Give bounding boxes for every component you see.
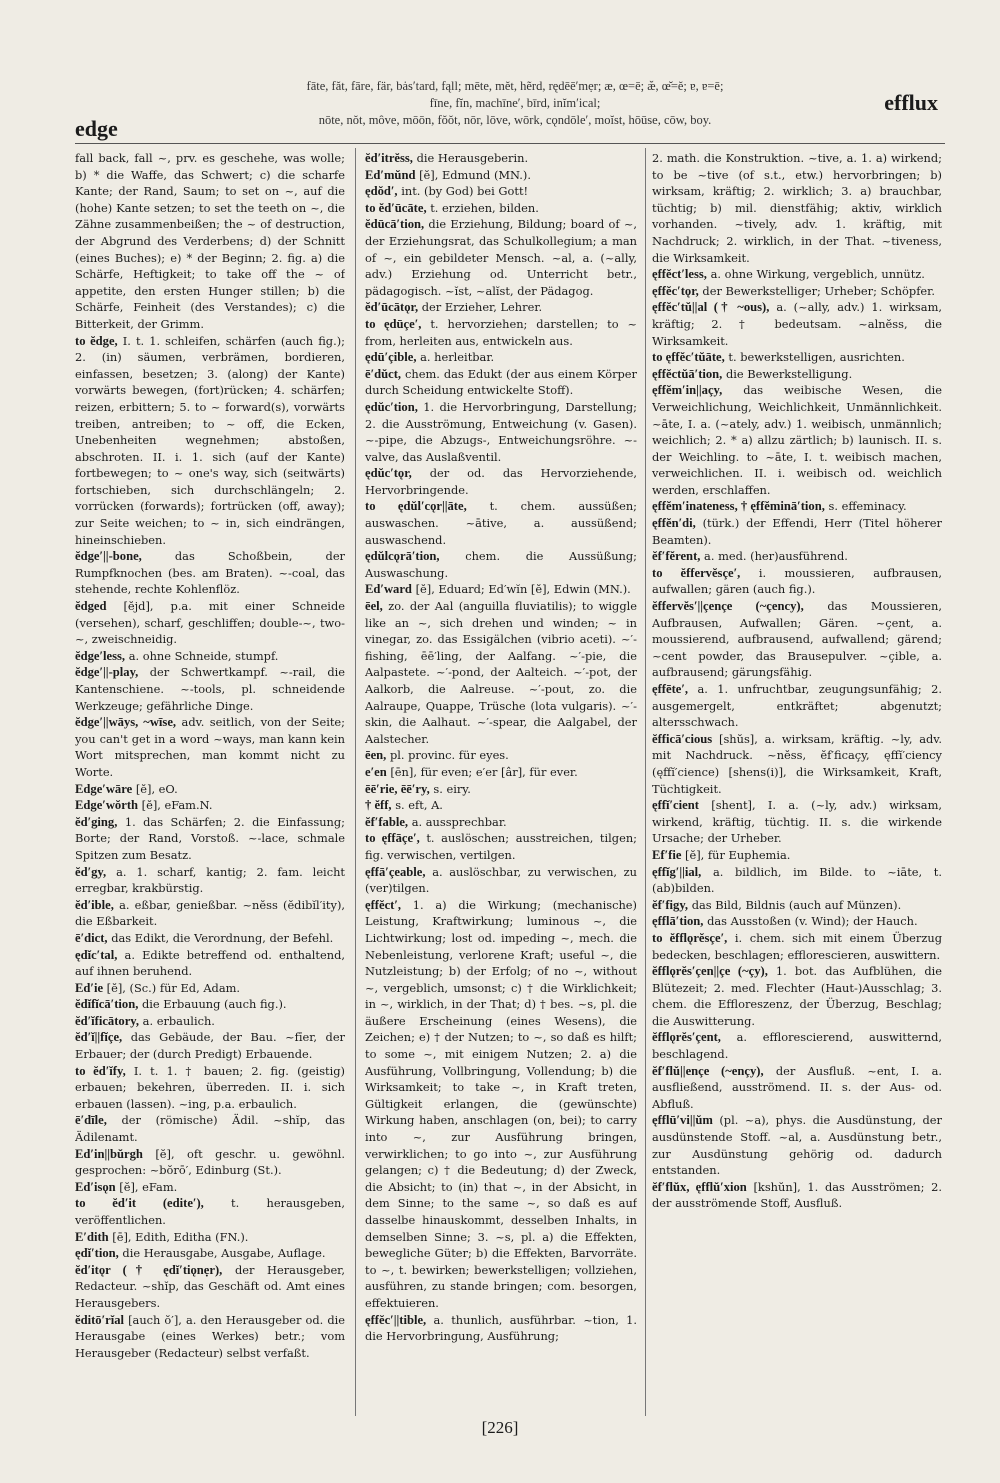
entry-headword: ĕdge′less,	[75, 648, 126, 663]
entry-headword: Edge′wāre	[75, 781, 133, 796]
entry-headword: ēē′rie, ēē′ry,	[365, 781, 430, 796]
entry-definition: [ĕjd], p.a. mit einer Schneide (versehen), scharf, geschliffen; double-~, two-~, zweischneidig.	[75, 599, 345, 647]
entry-definition: die Bewerkstelligung.	[725, 366, 853, 381]
entry-definition: [shent], I. a. (~ly, adv.) wirksam, wirkend, kräftig, tüchtig. II. s. die wirkende Ursache; der Urheber.	[652, 798, 942, 846]
entry-definition: i. moussieren, aufbrausen, aufwallen; gären (auch fig.).	[652, 565, 942, 597]
dictionary-entry	[652, 797, 942, 847]
entry-headword: Ef′fie	[652, 847, 682, 862]
dictionary-entry	[75, 996, 345, 1013]
column-divider	[645, 148, 646, 1416]
entry-definition: a. (~ally, adv.) 1. wirksam, kräftig; 2. † bedeutsam. ~alnĕss, die Wirksamkeit.	[652, 300, 942, 348]
entry-headword: to ędŭl′cǫr||āte,	[365, 499, 467, 514]
entry-definition: das Bild, Bildnis (auch auf Münzen).	[691, 897, 902, 912]
entry-headword: ĕd′gy,	[75, 864, 107, 879]
dictionary-entry	[365, 216, 637, 299]
entry-definition: der Ausfluß. ~ent, I. a. ausfließend, ausströmend. II. s. der Aus- od. Abfluß.	[652, 1063, 942, 1111]
header-rule	[75, 143, 945, 144]
entry-definition: die Herausgeberin.	[416, 151, 529, 165]
entry-definition: (pl. ~a), phys. die Ausdünstung, der ausdünstende Stoff. ~al, a. Ausdünstung betr., zur Ausdünstung gehörig od. dadurch entstanden.	[652, 1113, 942, 1178]
entry-headword: e′en	[365, 764, 387, 779]
entry-definition: der Herausgeber, Redacteur. ~shĭp, das Geschäft od. Amt eines Herausgebers.	[75, 1262, 345, 1310]
dictionary-entry	[75, 980, 345, 997]
dictionary-entry	[75, 664, 345, 714]
entry-definition: [ĕ], eO.	[135, 781, 178, 796]
dictionary-entry	[652, 913, 942, 930]
entry-definition: a. 1. unfruchtbar, zeugungsunfähig; 2. ausgemergelt, entkräftet; abgenutzt; altersschwach.	[652, 682, 942, 730]
entry-definition: t. bewerkstelligen, ausrichten.	[728, 350, 905, 365]
entry-definition: der Schwertkampf. ~-rail, die Kantenschiene. ~-tools, pl. schneidende Werkzeuge; gefährliche Dinge.	[75, 665, 345, 713]
dictionary-entry	[652, 565, 942, 598]
entry-headword: to ĕffervĕsçe′,	[652, 565, 741, 580]
entry-definition: [auch ŏ′], a. den Herausgeber od. die Herausgabe (eines Werkes) betr.; vom Herausgeber (Redacteur) selbst verfaßt.	[75, 1312, 345, 1360]
entry-definition: 1. a) die Wirkung; (mechanische) Leistung, Kraftwirkung; luminous ~, die Lichtwirkung; lost od. impeding ~, mech. die Nebenleistung, verlorene Kraft; useful ~, die Nutzleistung; b) der Erfolg; of no ~, without ~, vergeblich, umsonst; c) † die Wirklichkeit; in ~, wirklich, in der That; d) † bes. ~s, pl. die äußere Erscheinung (eines Wesens), die Zeichen; e) † der Nutzen; to ~, so daß es hilft; to some ~, mit einigem Nutzen; 2. a) die Ausführung, Vollbringung, Vollendung; b) die Wirksamkeit; to take ~, in Kraft treten, Gültigkeit erlangen, die (gewünschte) Wirkung haben, anschlagen (on, bei); to carry into ~, zur Ausführung bringen, verwirklichen; to go into ~, zur Ausführung gelangen; c) † die Bedeutung; d) der Zweck, die Absicht; to (in) that ~, in der Absicht, in dem Sinne; to the same ~, so daß es auf dasselbe hinauskommt, desselben Inhalts, in demselben Sinne; 3. ~s, pl. a) die Effekten, bewegliche Güter; b) die Effekten, Barvorräte. to ~, t. bewirken; bewerkstelligen; vollziehen, ausführen, zu stande bringen; com. besorgen, effektuieren.	[365, 897, 637, 1310]
pronunciation-key-line: nōte, nŏt, môve, mōōn, fŏŏt, nōr, lōve, wōrk, cǫndōle′, moĭst, hōūse, cōw, boy.	[318, 113, 712, 127]
dictionary-entry	[652, 366, 942, 383]
entry-headword: ęffĕn′di,	[652, 516, 696, 531]
entry-definition: [kshŭn], 1. das Ausströmen; 2. der ausströmende Stoff, Ausfluß.	[652, 1179, 942, 1211]
entry-headword: ęffĕc′||tible,	[365, 1312, 427, 1327]
entry-definition: die Herausgabe, Ausgabe, Auflage.	[122, 1246, 326, 1261]
entry-definition: (türk.) der Effendi, Herr (Titel höherer Beamten).	[652, 516, 942, 547]
entry-definition: int. (by God) bei Gott!	[401, 184, 529, 199]
entry-headword: ĕfflǫrĕs′çen||çe (~çy),	[652, 964, 768, 979]
entry-definition: 1. bot. das Aufblühen, die Blütezeit; 2. med. Flechter (Haut-)Ausschlag; 3. chem. die Effloreszenz, der Überzug, Beschlag; die Auswitterung.	[652, 964, 942, 1028]
dictionary-entry	[652, 598, 942, 681]
entry-headword: ędĭc′tal,	[75, 947, 118, 962]
entry-definition: der Bewerkstelliger; Urheber; Schöpfer.	[702, 283, 935, 298]
column-2	[365, 150, 637, 1410]
dictionary-entry	[75, 548, 345, 598]
dictionary-entry	[365, 316, 637, 349]
dictionary-entry	[75, 1229, 345, 1246]
entry-headword: ęffĕc′tŭ||al († ~ous),	[652, 300, 770, 315]
dictionary-entry	[75, 1063, 345, 1113]
dictionary-entry	[75, 1013, 345, 1030]
entry-definition: a. med. (her)ausführend.	[704, 549, 848, 564]
dictionary-entry	[75, 1262, 345, 1312]
entry-headword: ēen,	[365, 748, 387, 763]
entry-definition: [ĕ], eFam.	[119, 1179, 178, 1194]
dictionary-entry	[75, 897, 345, 930]
entry-definition: 1. das Schärfen; 2. die Einfassung; Borte; der Rand, Vorstoß. ~-lace, schmale Spitzen zum Besatz.	[75, 814, 345, 862]
column-1	[75, 150, 345, 1410]
dictionary-entry	[75, 947, 345, 980]
entry-headword: to ĕd′it (edite′),	[75, 1196, 204, 1211]
dictionary-entry	[365, 548, 637, 581]
dictionary-entry	[365, 399, 637, 465]
dictionary-entry	[75, 1312, 345, 1362]
pronunciation-key-line: fīne, fĭn, machīne′, bīrd, inĭm′ical;	[429, 96, 601, 110]
dictionary-entry	[75, 797, 345, 814]
entry-definition: t. erziehen, bilden.	[430, 200, 539, 215]
entry-headword: Ed′in||bŭrgh	[75, 1146, 143, 1161]
entry-definition: das Moussieren, Aufbrausen, Aufwallen; Gären. ~çent, a. moussierend, aufbrausend, aufwallend; gärend; ~cent powder, das Brausepulver. ~çible, a. aufbrausend; gärungsfähig.	[652, 599, 942, 680]
entry-definition: das Schoßbein, der Rumpfknochen (bes. am Braten). ~-coal, das stehende, rechte Kohlenflöz.	[75, 549, 345, 597]
entry-headword: ē′dŭct,	[365, 366, 402, 381]
entry-definition: chem. das Edukt (der aus einem Körper durch Scheidung entwickelte Stoff).	[365, 366, 637, 398]
dictionary-entry	[365, 1312, 637, 1345]
entry-definition: das weibische Wesen, die Verweichlichung, Weichlichkeit, Unmännlichkeit. ~āte, I. a. (~ately, adv.) 1. weibisch, unmännlich; weichlich; 2. * a) allzu zärtlich; b) launisch. II. s. der Weichling. to ~āte, I. t. weibisch machen, verweichlichen. II. i. weibisch od. weichlich werden, erschlaffen.	[652, 383, 942, 497]
entry-definition: t. auslöschen; ausstreichen, tilgen; fig. verwischen, vertilgen.	[365, 831, 637, 862]
entry-headword: ĕdĭfĭcā′tion,	[75, 997, 139, 1012]
entry-definition: chem. die Aussüßung; Auswaschung.	[365, 549, 637, 580]
entry-headword: ĕfficā′cious	[652, 731, 713, 746]
guide-word-left: edge	[75, 116, 118, 141]
dictionary-entry	[652, 731, 942, 797]
dictionary-entry	[75, 781, 345, 798]
entry-definition: der od. das Hervorziehende, Hervorbringende.	[365, 466, 637, 497]
entry-headword: Edge′wŏrth	[75, 798, 139, 813]
entry-headword: ęffĭg′||ial,	[652, 864, 702, 879]
dictionary-entry	[365, 366, 637, 399]
dictionary-entry	[75, 150, 345, 333]
dictionary-entry	[652, 382, 942, 498]
entry-definition: a. herleitbar.	[420, 350, 495, 365]
dictionary-entry	[365, 864, 637, 897]
entry-definition: der Erzieher, Lehrer.	[421, 300, 543, 315]
entry-definition: 1. die Hervorbringung, Darstellung; 2. die Ausströmung, Entweichung (v. Gasen). ~-pipe, die Abzugs-, Entweichungsröhre. ~-valve, das Auslaßventil.	[365, 399, 637, 464]
entry-headword: ē′dīle,	[75, 1113, 107, 1128]
dictionary-entry	[365, 797, 637, 814]
entry-definition: t. hervorziehen; darstellen; to ~ from, herleiten aus, entwickeln aus.	[365, 316, 637, 348]
entry-headword: ęfflū′vi||ŭm	[652, 1113, 713, 1128]
dictionary-entry	[75, 714, 345, 780]
entry-headword: ĕd′ūcātǫr,	[365, 300, 419, 315]
dictionary-entry	[652, 864, 942, 897]
dictionary-entry	[75, 864, 345, 897]
column-3	[652, 150, 942, 1410]
dictionary-entry	[365, 299, 637, 316]
dictionary-entry	[652, 897, 942, 914]
entry-headword: ęffĕctŭā′tion,	[652, 366, 723, 381]
dictionary-entry	[652, 963, 942, 1029]
dictionary-entry	[652, 515, 942, 548]
dictionary-entry	[652, 498, 942, 515]
entry-definition: a. efflorescierend, auswitternd, beschlagend.	[652, 1030, 942, 1062]
entry-definition: adv. seitlich, von der Seite; you can't get in a word ~ways, man kann kein Wort mitsprechen, man kommt nicht zu Worte.	[75, 715, 345, 779]
dictionary-entry	[652, 1029, 942, 1062]
dictionary-entry	[365, 498, 637, 548]
dictionary-entry	[365, 150, 637, 167]
entry-headword: ędŭc′tion,	[365, 399, 418, 414]
dictionary-entry	[652, 1063, 942, 1113]
entry-headword: E′dith	[75, 1229, 109, 1244]
dictionary-entry	[365, 747, 637, 764]
entry-headword: ĕfflǫrĕs′çent,	[652, 1030, 721, 1045]
entry-headword: ęfflā′tion,	[652, 914, 704, 929]
entry-definition: [ĕ], oft geschr. u. gewöhnl. gesprochen: ~bŏrō′, Edinburg (St.).	[75, 1146, 345, 1178]
entry-headword: † ĕff,	[365, 798, 392, 813]
entry-headword: ęffĕct′less,	[652, 267, 707, 282]
entry-headword: ędŏd′,	[365, 184, 398, 199]
entry-headword: ĕf′figy,	[652, 897, 689, 912]
dictionary-entry	[652, 150, 942, 266]
dictionary-entry	[75, 1112, 345, 1145]
entry-definition: das Gebäude, der Bau. ~fīer, der Erbauer; der (durch Predigt) Erbauende.	[75, 1030, 345, 1062]
entry-definition: i. chem. sich mit einem Überzug bedecken, beschlagen; efflorescieren, auswittern.	[652, 930, 942, 962]
entry-headword: ĕd′itǫr († ędĭ′tiǫnẹr),	[75, 1262, 223, 1277]
dictionary-entry	[652, 266, 942, 283]
entry-headword: to ĕd′ūcāte,	[365, 200, 427, 215]
entry-headword: ĕd′ĭ||fĭçe,	[75, 1030, 123, 1045]
pronunciation-key	[215, 78, 815, 129]
entry-definition: t. herausgeben, veröffentlichen.	[75, 1196, 345, 1227]
dictionary-entry	[75, 598, 345, 648]
entry-headword: Ed′ie	[75, 980, 104, 995]
entry-headword: ĕdge′||wāys, ~wīse,	[75, 715, 177, 730]
entry-headword: to ĕd′ĭfy,	[75, 1063, 126, 1078]
page-number: [226]	[481, 1418, 519, 1437]
dictionary-entry	[75, 1195, 345, 1228]
dictionary-entry	[365, 781, 637, 798]
entry-definition: s. eiry.	[433, 781, 471, 796]
entry-definition: s. effeminacy.	[828, 499, 907, 514]
entry-headword: ēel,	[365, 599, 383, 614]
entry-definition: das Ausstoßen (v. Wind); der Hauch.	[707, 914, 918, 929]
entry-definition: a. aussprechbar.	[411, 814, 507, 829]
entry-headword: ĕf′fable,	[365, 814, 409, 829]
entry-definition: a. ohne Schneide, stumpf.	[128, 648, 279, 663]
entry-headword: ĕffervĕs′||çençe (~çency),	[652, 599, 804, 614]
entry-headword: ĕdge′||-play,	[75, 665, 139, 680]
entry-headword: ĕd′ĭficātory,	[75, 1013, 140, 1028]
dictionary-entry	[652, 847, 942, 864]
entry-definition: a. eßbar, genießbar. ~nĕss (ĕdibĭl′ity), die Eßbarkeit.	[75, 897, 345, 929]
dictionary-entry	[652, 681, 942, 731]
pronunciation-key-line: fāte, făt, fāre, fär, bȧs′tard, fąll; mēte, mĕt, hẽrd, rędēē′mẹr; æ, œ=ē; æ̆, œ̆=ĕ; ɐ, ɐ=ē;	[306, 79, 724, 93]
dictionary-entry	[652, 1112, 942, 1178]
entry-headword: Ed′isǫn	[75, 1179, 116, 1194]
entry-headword: ĕf′flŭ||ençe (~ençy),	[652, 1063, 764, 1078]
entry-headword: ęffĭ′cient	[652, 798, 699, 813]
entry-definition: [ĕ], Eduard; Ed′wĭn [ĕ], Edwin (MN.).	[415, 582, 631, 597]
dictionary-entry	[75, 1029, 345, 1062]
dictionary-entry	[652, 1179, 942, 1212]
dictionary-entry	[365, 581, 637, 598]
entry-definition: 2. math. die Konstruktion. ~tive, a. 1. a) wirkend; to be ~tive (of s.t., etw.) hervorbringen; b) wirksam, kräftig; 2. wirklich; 3. a) brauchbar, tüchtig; b) mil. dienstfähig; aktiv, wirklich vorhanden. ~tively, adv. 1. kräftig, mit Nachdruck; 2. wirklich, in der That. ~tiveness, die Wirksamkeit.	[652, 151, 942, 265]
dictionary-entry	[365, 167, 637, 184]
dictionary-entry	[365, 814, 637, 831]
entry-definition: pl. provinc. für eyes.	[389, 748, 509, 763]
entry-headword: ĕdūcā′tion,	[365, 217, 425, 232]
dictionary-entry	[75, 648, 345, 665]
dictionary-entry	[652, 283, 942, 300]
entry-definition: [ĕ], eFam.N.	[141, 798, 213, 813]
dictionary-entry	[365, 465, 637, 498]
entry-definition: a. thunlich, ausführbar. ~tion, 1. die Hervorbringung, Ausführung;	[365, 1312, 637, 1344]
entry-definition: [ē], Edith, Editha (FN.).	[112, 1229, 249, 1244]
dictionary-entry	[652, 930, 942, 963]
entry-headword: to ęffāçe′,	[365, 831, 420, 846]
entry-headword: to ĕdge,	[75, 333, 118, 348]
entry-definition: I. t. 1. † bauen; 2. fig. (geistig) erbauen; bekehren, überreden. II. i. sich erbauen (lassen). ~ing, p.a. erbaulich.	[75, 1063, 345, 1111]
entry-headword: ędū′çible,	[365, 350, 417, 365]
entry-definition: die Erbauung (auch fig.).	[141, 997, 287, 1012]
entry-definition: a. Edikte betreffend od. enthaltend, auf ihnen beruhend.	[75, 947, 345, 979]
entry-headword: ĕd′ging,	[75, 814, 118, 829]
entry-definition: fall back, fall ~, prv. es geschehe, was wolle; b) * die Waffe, das Schwert; c) die scharfe Kante; der Rand, Saum; to set on ~, auf die (hohe) Kante setzen; to set the teeth on ~, die Zähne zusammenbeißen; the ~ of destruction, der Abgrund des Verderbens; d) der Schnitt (eines Buches); e) * der Beginn; 2. fig. a) die Schärfe, Heftigkeit; to take off the ~ of appetite, den ersten Hunger stillen; b) die Schärfe, Feinheit (des Verstandes); c) die Bitterkeit, der Grimm.	[75, 151, 345, 331]
entry-headword: ĕf′fĕrent,	[652, 549, 701, 564]
entry-definition: a. erbaulich.	[142, 1013, 215, 1028]
entry-headword: ęffĕm′inateness, † ęffĕminā′tion,	[652, 499, 825, 514]
dictionary-entry	[75, 333, 345, 549]
entry-headword: ĕd′itrĕss,	[365, 151, 413, 165]
entry-headword: ędŭlcǫrā′tion,	[365, 549, 440, 564]
dictionary-entry	[365, 830, 637, 863]
entry-headword: ęffĕm′in||açy,	[652, 383, 723, 398]
entry-headword: to ęffĕc′tŭāte,	[652, 350, 725, 365]
dictionary-entry	[75, 1245, 345, 1262]
entry-definition: der (römische) Ädil. ~shĭp, das Ädilenamt.	[75, 1113, 345, 1145]
dictionary-entry	[75, 1146, 345, 1179]
entry-headword: to ĕfflǫrĕsçe′,	[652, 930, 728, 945]
dictionary-entry	[365, 598, 637, 747]
entry-headword: ĕdged	[75, 599, 107, 614]
entry-definition: t. chem. aussüßen; auswaschen. ~ātive, a. aussüßend; auswaschend.	[365, 499, 637, 547]
entry-headword: Ed′ward	[365, 582, 412, 597]
guide-word-right: efflux	[884, 90, 938, 115]
entry-definition: I. t. 1. schleifen, schärfen (auch fig.); 2. (in) säumen, verbrämen, bordieren, einfassen, besetzen; 3. (along) der Kante) vorwärts bewegen, (fort)rücken; 4. schärfen; reizen, erbittern; 5. to ~ forward(s), vorwärts treiben, antreiben; to ~ off, die Ecken, Unebenheiten wegnehmen; abstoßen, abschroten. II. i. 1. sich (auf der Kante) fortbewegen; to ~ one's way, sich (seitwärts) fortschieben, sich durchschlängeln; 2. vorrücken (forwards); fortrücken (off, away); zur Seite weichen; to ~ in, sich eindrängen, hineinschieben.	[75, 333, 345, 547]
entry-headword: ędĭ′tion,	[75, 1246, 119, 1261]
entry-definition: [shŭs], a. wirksam, kräftig. ~ly, adv. mit Nachdruck. ~nĕss, ĕf′ficaçy, ęffĭ′ciency (ęffĭ′cience) [shens(i)], die Wirksamkeit, Kraft, Tüchtigkeit.	[652, 731, 942, 796]
entry-definition: [ĕ], Edmund (MN.).	[419, 167, 531, 182]
dictionary-entry	[75, 1179, 345, 1196]
dictionary-entry	[365, 897, 637, 1312]
entry-definition: zo. der Aal (anguilla fluviatilis); to wiggle like an ~, sich drehen und winden; ~ in vinegar, zo. das Essigälchen (vibrio aceti). ~′-fishing, ēē′ling, der Aalfang. ~′-pie, die Aalpastete. ~′-pond, der Aalteich. ~′-pot, der Aalkorb, die Aalreuse. ~′-pout, zo. die Aalraupe, Quappe, Trüsche (lota vulgaris). ~′-skin, die Aalhaut. ~′-spear, die Aalgabel, der Aalstecher.	[365, 599, 637, 746]
dictionary-entry	[365, 764, 637, 781]
column-divider	[355, 148, 356, 1416]
entry-headword: ĕdge′||-bone,	[75, 549, 142, 564]
dictionary-entry	[652, 349, 942, 366]
dictionary-entry	[365, 200, 637, 217]
entry-definition: die Erziehung, Bildung; board of ~, der Erziehungsrat, das Schulkollegium; a man of ~, ein gebildeter Mensch. ~al, a. (~ally, adv.) Erziehung od. Unterricht betr., pädagogisch. ~ĭst, ~alĭst, der Pädagog.	[365, 217, 637, 298]
entry-definition: [ēn], für even; e′er [âr], für ever.	[390, 764, 578, 779]
entry-headword: ĕditō′rĭal	[75, 1312, 125, 1327]
entry-definition: a. 1. scharf, kantig; 2. fam. leicht erregbar, krakbürstig.	[75, 864, 345, 896]
entry-headword: ęffĕct′,	[365, 897, 402, 912]
dictionary-entry	[652, 299, 942, 349]
entry-headword: ē′dict,	[75, 930, 108, 945]
entry-definition: a. auslöschbar, zu verwischen, zu (ver)tilgen.	[365, 864, 637, 896]
dictionary-entry	[75, 814, 345, 864]
dictionary-entry	[652, 548, 942, 565]
entry-definition: [ĕ], (Sc.) für Ed, Adam.	[106, 980, 241, 995]
entry-headword: ęffā′çeable,	[365, 864, 426, 879]
entry-headword: Ed′mŭnd	[365, 167, 416, 182]
entry-definition: a. bildlich, im Bilde. to ~iāte, t. (ab)bilden.	[652, 864, 942, 896]
entry-headword: ędŭc′tǫr,	[365, 466, 412, 481]
dictionary-entry	[365, 349, 637, 366]
entry-headword: to ędūçe′,	[365, 316, 422, 331]
entry-headword: ĕd′ible,	[75, 897, 114, 912]
entry-headword: ęffĕc′tǫr,	[652, 283, 699, 298]
entry-definition: a. ohne Wirkung, vergeblich, unnütz.	[710, 267, 925, 282]
entry-headword: ĕf′flŭx, ęfflŭ′xion	[652, 1179, 747, 1194]
dictionary-entry	[365, 183, 637, 200]
entry-definition: das Edikt, die Verordnung, der Befehl.	[111, 930, 334, 945]
entry-definition: [ĕ], für Euphemia.	[685, 847, 791, 862]
dictionary-entry	[75, 930, 345, 947]
entry-definition: s. eft, A.	[395, 798, 443, 813]
entry-headword: ęffēte′,	[652, 682, 689, 696]
